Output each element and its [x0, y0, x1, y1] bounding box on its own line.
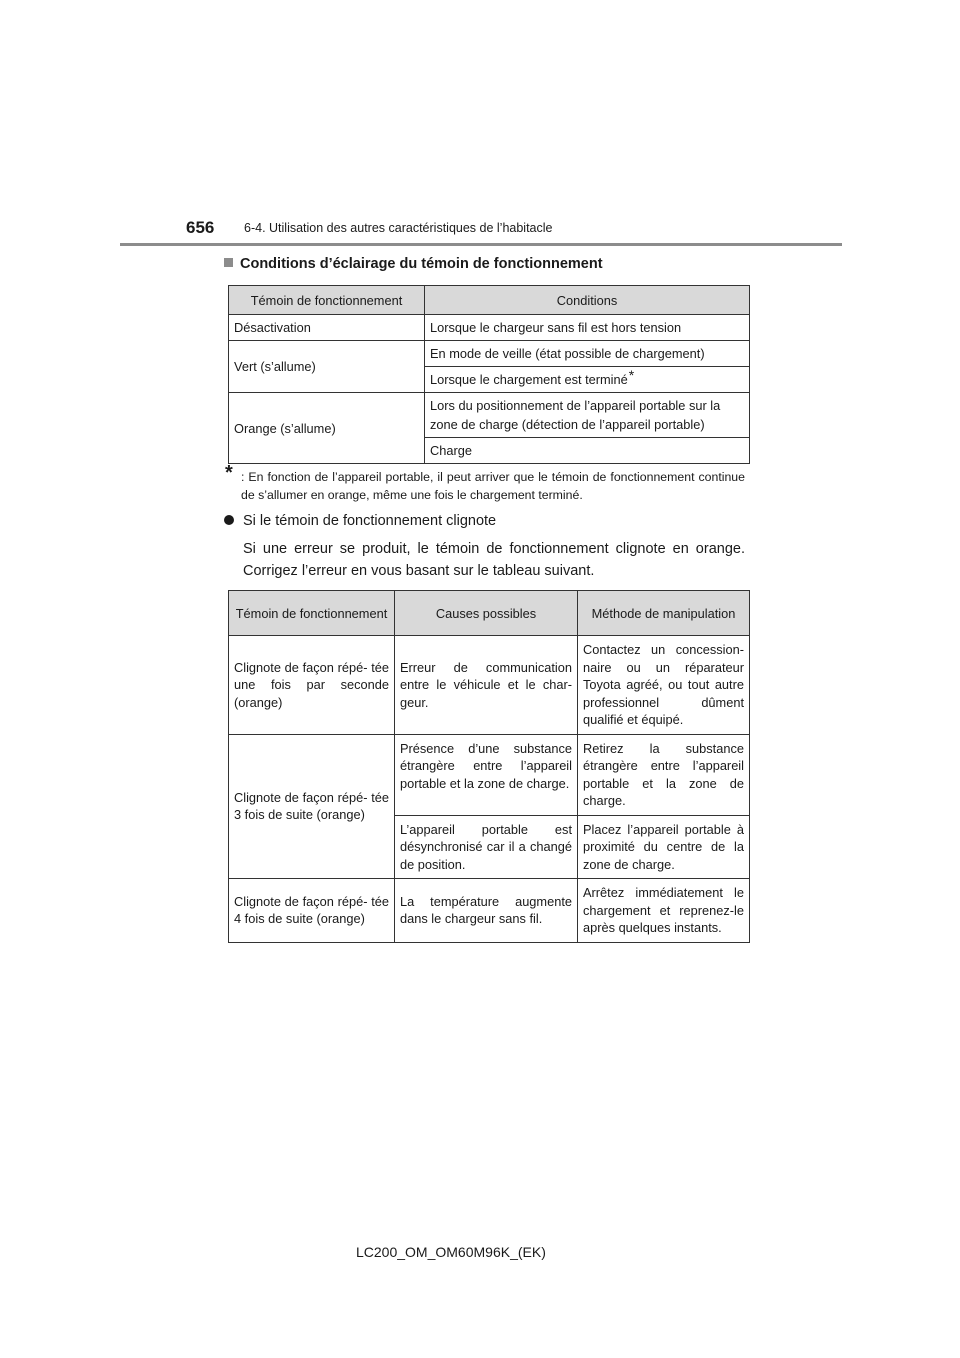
table-header-row — [229, 591, 750, 636]
heading-text: Conditions d’éclairage du témoin de fonctionnement — [240, 256, 603, 272]
header-rule — [120, 243, 842, 246]
table-row — [229, 734, 750, 815]
column-header: Témoin de fonctionnement — [229, 591, 395, 636]
troubleshooting-table — [228, 590, 750, 943]
footnote-text: : En fonction de l’appareil portable, il peut arriver que le témoin de fonctionnement continue de s’allumer en orange, même une fois le chargement terminé. — [241, 470, 745, 502]
column-header: Conditions — [425, 286, 750, 315]
indicator-cell: Désactivation — [229, 315, 425, 341]
condition-cell — [425, 367, 750, 393]
indicator-conditions-table — [228, 285, 750, 464]
method-cell: Contactez un concession- naire ou un réparateur Toyota agréé, ou tout autre professionnel dûment qualifié et équipé. — [578, 636, 750, 735]
indicator-cell: Clignote de façon répé- tée 3 fois de suite (orange) — [229, 734, 395, 879]
footnote-star-marker: * — [628, 367, 635, 383]
document-code: LC200_OM_OM60M96K_(EK) — [356, 1244, 546, 1260]
condition-cell: En mode de veille (état possible de chargement) — [425, 341, 750, 367]
square-bullet-icon — [224, 258, 233, 267]
bullet-heading — [224, 513, 496, 529]
table-row — [229, 315, 750, 341]
heading-lighting-conditions — [224, 256, 603, 272]
condition-cell: Lors du positionnement de l’appareil portable sur la zone de charge (détection de l’appareil portable) — [425, 393, 750, 438]
table-header-row — [229, 286, 750, 315]
table-row — [229, 341, 750, 367]
column-header: Causes possibles — [395, 591, 578, 636]
method-cell: Arrêtez immédiatement le chargement et reprenez-le après quelques instants. — [578, 879, 750, 943]
cause-cell: La température augmente dans le chargeur sans fil. — [395, 879, 578, 943]
method-cell: Retirez la substance étrangère entre l’appareil portable et la zone de charge. — [578, 734, 750, 815]
method-cell: Placez l’appareil portable à proximité du centre de la zone de charge. — [578, 815, 750, 879]
condition-cell: Lorsque le chargeur sans fil est hors tension — [425, 315, 750, 341]
column-header: Témoin de fonctionnement — [229, 286, 425, 315]
condition-text: Lorsque le chargement est terminé — [430, 372, 628, 387]
indicator-cell: Orange (s’allume) — [229, 393, 425, 464]
footnote-star: * — [225, 462, 233, 484]
indicator-cell: Vert (s’allume) — [229, 341, 425, 393]
indicator-cell: Clignote de façon répé- tée 4 fois de suite (orange) — [229, 879, 395, 943]
condition-cell: Charge — [425, 438, 750, 464]
cause-cell: L’appareil portable est désynchronisé car il a changé de position. — [395, 815, 578, 879]
page-number: 656 — [186, 218, 215, 237]
footnote — [225, 462, 745, 504]
section-header: 6-4. Utilisation des autres caractéristiques de l’habitacle — [244, 221, 553, 235]
bullet-paragraph: Si une erreur se produit, le témoin de fonctionnement clignote en orange. Corrigez l’erreur en vous basant sur le tableau suivant. — [243, 541, 745, 579]
bullet-title: Si le témoin de fonctionnement clignote — [243, 513, 497, 529]
column-header: Méthode de manipulation — [578, 591, 750, 636]
bullet-dot-icon — [224, 515, 234, 525]
indicator-cell: Clignote de façon répé- tée une fois par seconde (orange) — [229, 636, 395, 735]
table-row — [229, 636, 750, 735]
table-row — [229, 879, 750, 943]
table-row — [229, 393, 750, 438]
cause-cell: Présence d’une substance étrangère entre l’appareil portable et la zone de charge. — [395, 734, 578, 815]
cause-cell: Erreur de communication entre le véhicule et le char- geur. — [395, 636, 578, 735]
